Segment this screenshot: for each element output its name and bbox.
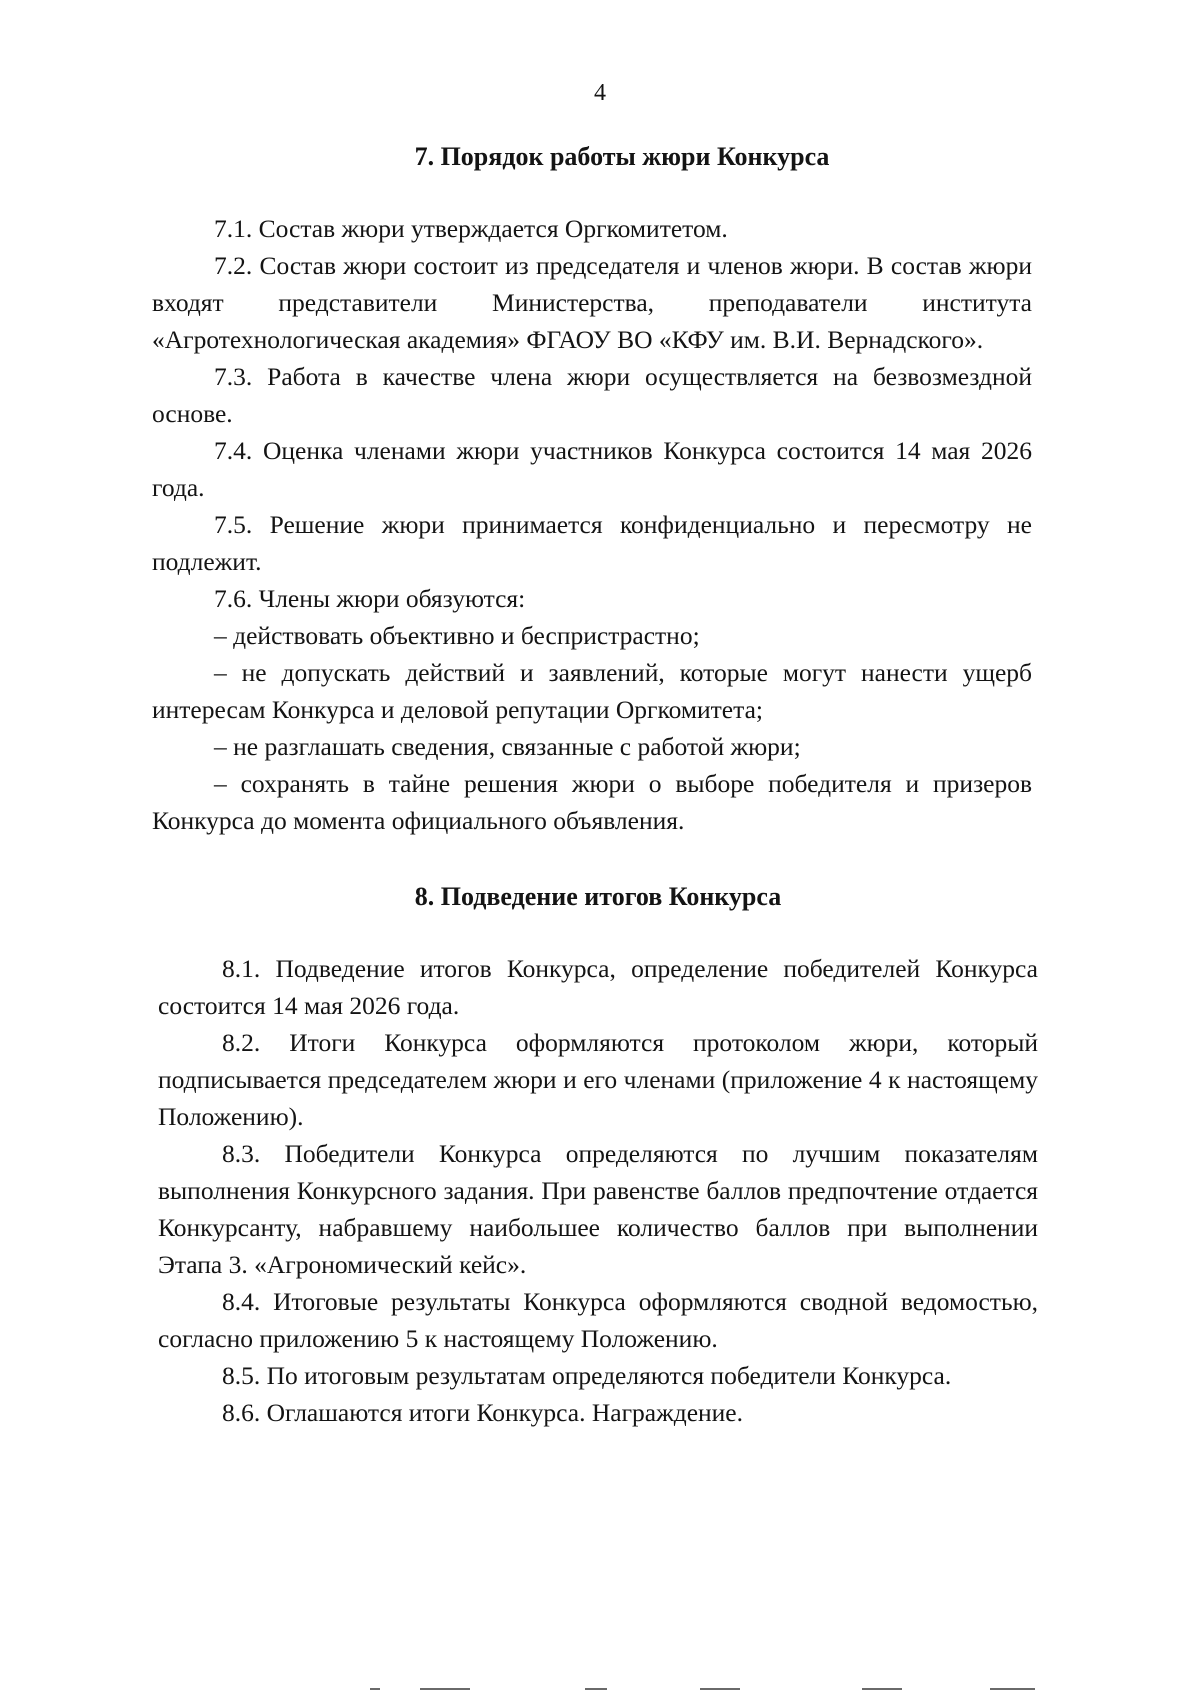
section-jury-procedure <box>152 140 1032 839</box>
scan-edge-marks <box>0 1688 1200 1698</box>
scan-mark <box>420 1688 470 1690</box>
list-item: – сохранять в тайне решения жюри о выборе победителя и призеров Конкурса до момента официального объявления. <box>152 769 1032 835</box>
paragraph-7-3: 7.3. Работа в качестве члена жюри осуществляется на безвозмездной основе. <box>152 362 1032 428</box>
scan-mark <box>585 1688 607 1690</box>
scan-mark <box>990 1688 1035 1690</box>
paragraph-7-6: 7.6. Члены жюри обязуются: <box>214 584 526 613</box>
paragraph-7-4: 7.4. Оценка членами жюри участников Конкурса состоится 14 мая 2026 года. <box>152 436 1032 502</box>
list-item: – не допускать действий и заявлений, которые могут нанести ущерб интересам Конкурса и деловой репутации Оргкомитета; <box>152 658 1032 724</box>
section-heading: 8. Подведение итогов Конкурса <box>414 882 782 911</box>
paragraph-7-1: 7.1. Состав жюри утверждается Оргкомитетом. <box>214 214 728 243</box>
paragraph-8-2: 8.2. Итоги Конкурса оформляются протоколом жюри, который подписывается председателем жюри и его членами (приложение 4 к настоящему Положению). <box>158 1028 1038 1131</box>
paragraph-8-6: 8.6. Оглашаются итоги Конкурса. Награждение. <box>222 1398 743 1427</box>
paragraph-7-2: 7.2. Состав жюри состоит из председателя и членов жюри. В состав жюри входят представители Министерства, преподаватели института «Агротехнологическая академия» ФГАОУ ВО «КФУ им. В.И. Вернадского». <box>152 251 1032 354</box>
scan-mark <box>862 1688 902 1690</box>
page-number: 4 <box>594 80 606 106</box>
scan-mark <box>370 1688 380 1690</box>
list-item: – действовать объективно и беспристрастно; <box>214 621 700 650</box>
section-results <box>158 880 1038 1431</box>
list-item: – не разглашать сведения, связанные с работой жюри; <box>214 732 801 761</box>
paragraph-8-3: 8.3. Победители Конкурса определяются по лучшим показателям выполнения Конкурсного задания. При равенстве баллов предпочтение отдается Конкурсанту, набравшему наибольшее количество баллов при выполнении Этапа 3. «Агрономический кейс». <box>158 1139 1038 1279</box>
section-heading: 7. Порядок работы жюри Конкурса <box>414 142 830 171</box>
scan-mark <box>700 1688 740 1690</box>
paragraph-7-5: 7.5. Решение жюри принимается конфиденциально и пересмотру не подлежит. <box>152 510 1032 576</box>
paragraph-8-1: 8.1. Подведение итогов Конкурса, определение победителей Конкурса состоится 14 мая 2026 года. <box>158 954 1038 1020</box>
paragraph-8-5: 8.5. По итоговым результатам определяются победители Конкурса. <box>222 1361 952 1390</box>
paragraph-8-4: 8.4. Итоговые результаты Конкурса оформляются сводной ведомостью, согласно приложению 5 к настоящему Положению. <box>158 1287 1038 1353</box>
